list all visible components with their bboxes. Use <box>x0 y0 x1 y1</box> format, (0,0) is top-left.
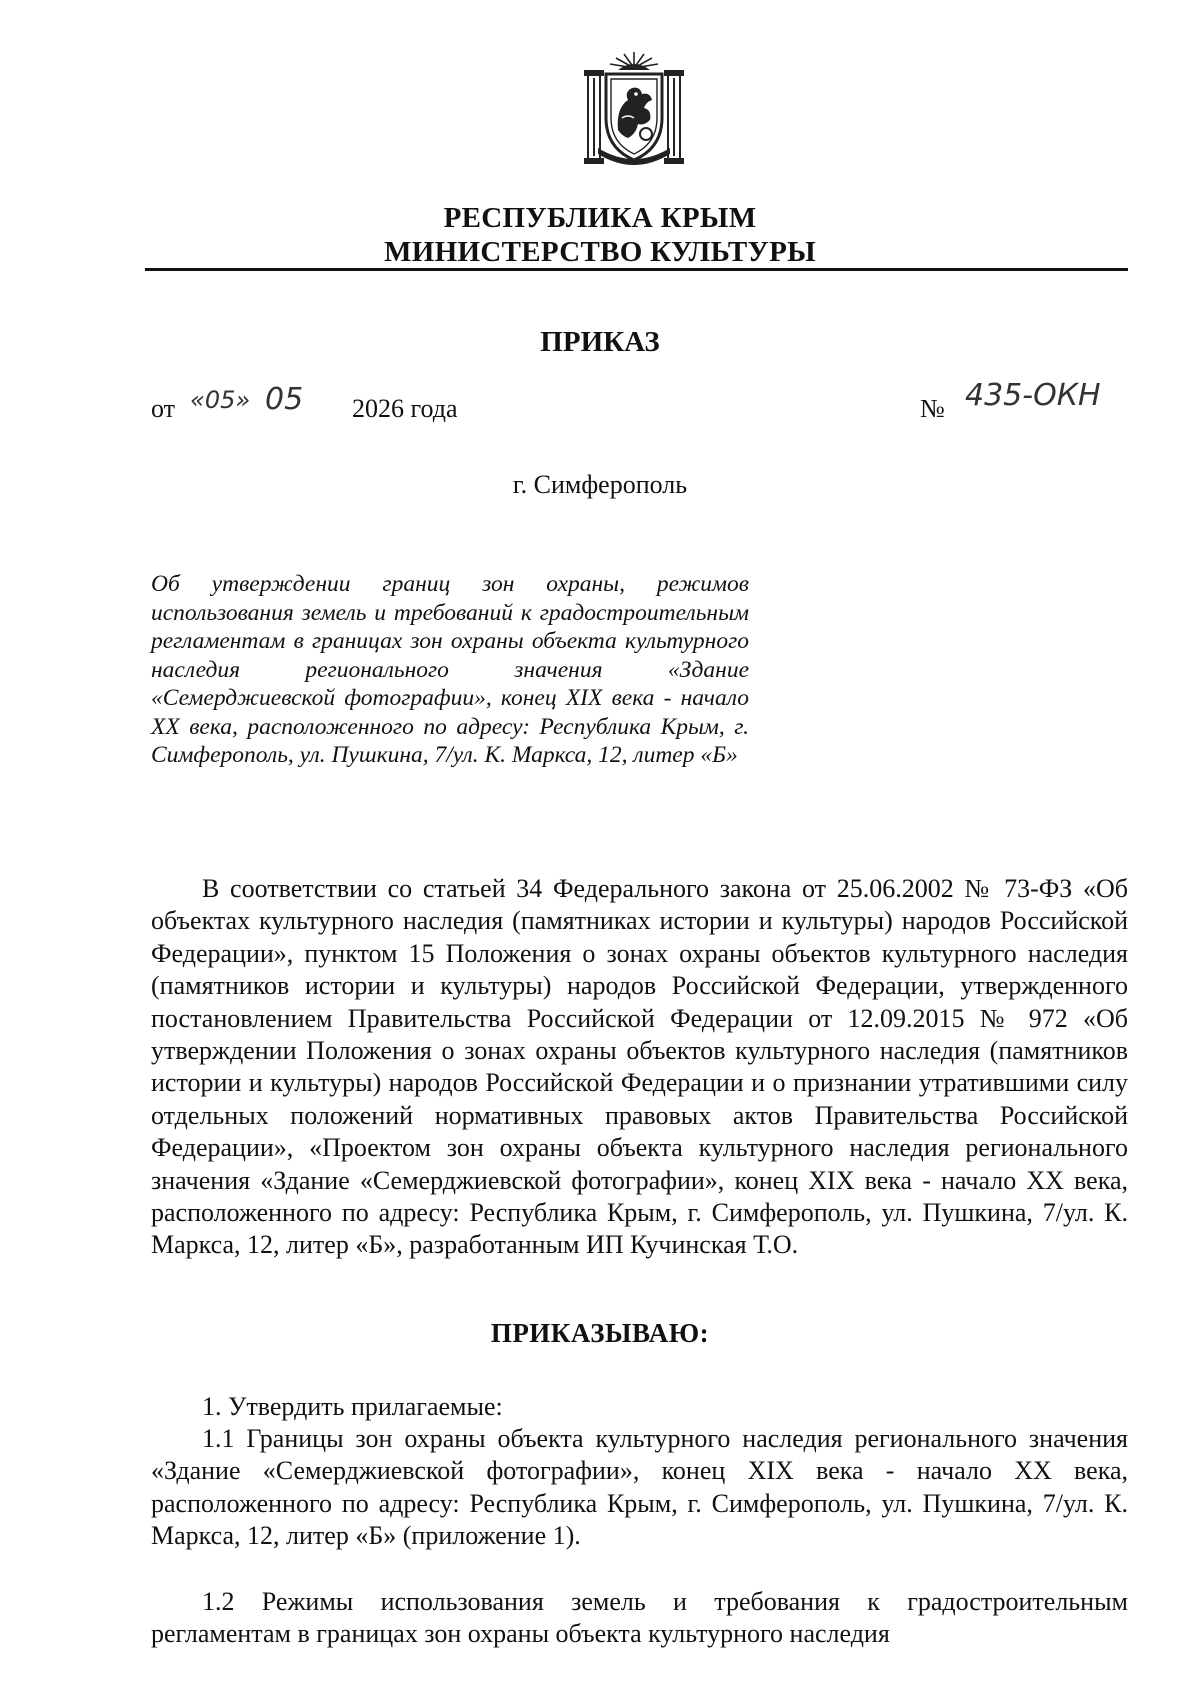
orders-heading: ПРИКАЗЫВАЮ: <box>490 1318 710 1348</box>
order-title: ПРИКАЗ <box>540 326 660 358</box>
date-prefix: от <box>151 394 176 423</box>
order-number-sign: № <box>920 394 945 423</box>
crimea-coat-of-arms-icon <box>578 48 690 166</box>
item-1-1: 1.1 Границы зон охраны объекта культурного наследия регионального значения «Здание «Семерджиевской фотографии», конец XIX века - начало XX века, расположенного по адресу: Республика Крым, г. Симферополь, ул. Пушкина, 7/ул. К. Маркса, 12, литер «Б» (приложение 1). <box>151 1424 1128 1551</box>
order-number-value: 435-ОКН <box>965 378 1101 413</box>
date-month: 05 <box>265 382 304 417</box>
republic-heading: РЕСПУБЛИКА КРЫМ <box>443 202 757 234</box>
item-1-2: 1.2 Режимы использования земель и требования к градостроительным регламентам в границах зон охраны объекта культурного наследия <box>151 1587 1128 1649</box>
order-subject: Об утверждении границ зон охраны, режимов использования земель и требований к градостроительным регламентам в границах зон охраны объекта культурного наследия регионального значения «Здание «Семерджиевской фотографии», конец XIX века - начало XX века, расположенного по адресу: Республика Крым, г. Симферополь, ул. Пушкина, 7/ул. К. Маркса, 12, литер «Б» <box>151 571 749 768</box>
header-divider <box>145 268 1128 271</box>
preamble-paragraph: В соответствии со статьей 34 Федерального закона от 25.06.2002 № 73-ФЗ «Об объектах культурного наследия (памятниках истории и культуры) народов Российской Федерации», пунктом 15 Положения о зонах охраны объектов культурного наследия (памятников истории и культуры) народов Российской Федерации, утвержденного постановлением Правительства Российской Федерации от 12.09.2015 № 972 «Об утверждении Положения о зонах охраны объектов культурного наследия (памятников истории и культуры) народов Российской Федерации и о признании утратившими силу отдельных положений нормативных правовых актов Правительства Российской Федерации», «Проектом зон охраны объекта культурного наследия регионального значения «Здание «Семерджиевской фотографии», конец XIX века - начало XX века, расположенного по адресу: Республика Крым, г. Симферополь, ул. Пушкина, 7/ул. К. Маркса, 12, литер «Б», разработанным ИП Кучинская Т.О. <box>151 874 1128 1260</box>
date-year: 2026 года <box>352 394 458 423</box>
date-day: «05» <box>190 386 251 414</box>
ministry-heading: МИНИСТЕРСТВО КУЛЬТУРЫ <box>384 236 816 268</box>
city-line: г. Симферополь <box>512 470 688 499</box>
item-1: 1. Утвердить прилагаемые: <box>202 1392 503 1421</box>
